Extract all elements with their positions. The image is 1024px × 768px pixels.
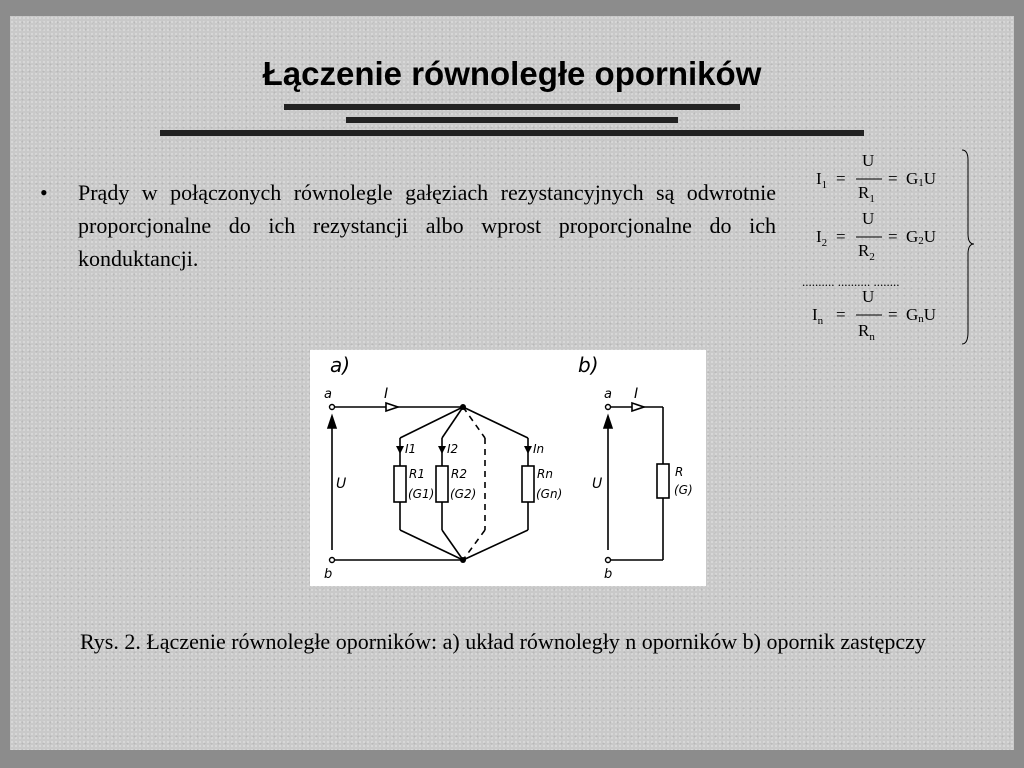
figure-caption: Rys. 2. Łączenie równoległe oporników: a) układ równoległy n oporników b) opornik zastępczy — [80, 629, 926, 654]
conductance-g1-label: (G1) — [408, 487, 435, 501]
equiv-terminal-b — [606, 558, 611, 563]
bullet-text: Prądy w połączonych równolegle gałęziach rezystancyjnych są odwrotnie proporcjonalne do ich rezystancji albo wprost proporcjonalne do ich konduktancji. — [78, 180, 776, 271]
branch-current-2: I2 — [447, 442, 459, 456]
title-rule-top — [284, 104, 740, 110]
formula-2-rhs: G2U — [906, 227, 937, 247]
right-brace — [962, 150, 974, 344]
junction-top — [460, 404, 466, 410]
equiv-resistor — [657, 464, 669, 498]
formula-2-numerator: U — [862, 209, 875, 228]
formula-2-denominator: $R_2$ — [858, 241, 875, 263]
formula-n-eq: = — [836, 305, 846, 324]
formula-2-eq: = — [836, 227, 846, 246]
title-rule-bottom — [160, 130, 864, 136]
formula-n-lhs: $I_n$ — [812, 305, 824, 327]
bullet-item — [40, 176, 776, 275]
equivalent-circuit — [604, 403, 669, 560]
junction-bottom — [460, 557, 466, 563]
resistor-r1-label: R1 — [409, 467, 425, 481]
current-arrow-n — [524, 446, 532, 454]
formula-1-denominator: $R_1$ — [858, 183, 875, 205]
formula-2 — [816, 209, 936, 263]
resistor-rn — [522, 466, 534, 502]
branch-current-1: I1 — [405, 442, 417, 456]
terminal-a — [330, 405, 335, 410]
equiv-voltage-arrow — [604, 416, 612, 428]
formula-1-numerator: U — [862, 151, 875, 170]
slide-title: Łączenie równoległe oporników — [262, 55, 762, 92]
parallel-circuit — [328, 403, 534, 560]
formula-2-lhs: $I_2$ — [816, 227, 828, 249]
voltage-arrow-head — [328, 416, 336, 428]
formula-ellipsis: .......... .......... ........ — [802, 274, 900, 289]
branch-n-bottom-diag — [463, 530, 528, 560]
equiv-terminal-a — [606, 405, 611, 410]
branch-n-top-diag — [463, 407, 528, 438]
equiv-g-label: (G) — [674, 483, 693, 497]
equiv-r-label: R — [675, 465, 684, 479]
voltage-label: U — [336, 476, 347, 492]
branch-1-bottom-diag — [400, 530, 463, 560]
formula-1-rhs: G1U — [906, 169, 937, 189]
terminal-b — [330, 558, 335, 563]
formula-1 — [816, 151, 936, 205]
main-current-label: I — [384, 386, 389, 402]
formula-n — [812, 287, 936, 343]
current-arrow-2 — [438, 446, 446, 454]
circuit-figure — [310, 350, 706, 586]
label-a-part: a) — [330, 353, 351, 377]
current-arrow-1 — [396, 446, 404, 454]
formula-n-eq2: = — [888, 305, 898, 324]
title-rule-middle — [346, 117, 678, 123]
conductance-gn-label: (Gn) — [536, 487, 563, 501]
resistor-rn-label: Rn — [537, 467, 553, 481]
label-b-part: b) — [578, 353, 599, 377]
conductance-g2-label: (G2) — [450, 487, 477, 501]
equiv-current-label: I — [634, 386, 639, 402]
equiv-node-a-label: a — [604, 387, 612, 402]
current-arrow-main — [386, 403, 398, 411]
formula-n-numerator: U — [862, 287, 875, 306]
resistor-r2 — [436, 466, 448, 502]
formula-n-rhs: GnU — [906, 305, 937, 325]
equiv-node-b-label: b — [604, 567, 613, 582]
node-b-label: b — [324, 567, 333, 582]
bullet-marker: • — [40, 180, 48, 205]
branch-1-top-diag — [400, 407, 463, 438]
resistor-r1 — [394, 466, 406, 502]
branch-current-n: In — [533, 442, 545, 456]
formula-1-lhs: $I_1$ — [816, 169, 828, 191]
formula-n-denominator: $R_n$ — [858, 321, 875, 343]
resistor-r2-label: R2 — [451, 467, 467, 481]
equiv-current-arrow — [632, 403, 644, 411]
node-a-label: a — [324, 387, 332, 402]
formula-2-eq2: = — [888, 227, 898, 246]
formula-1-eq: = — [836, 169, 846, 188]
current-formulas — [796, 146, 976, 348]
equiv-voltage-label: U — [592, 476, 603, 492]
formula-1-eq2: = — [888, 169, 898, 188]
